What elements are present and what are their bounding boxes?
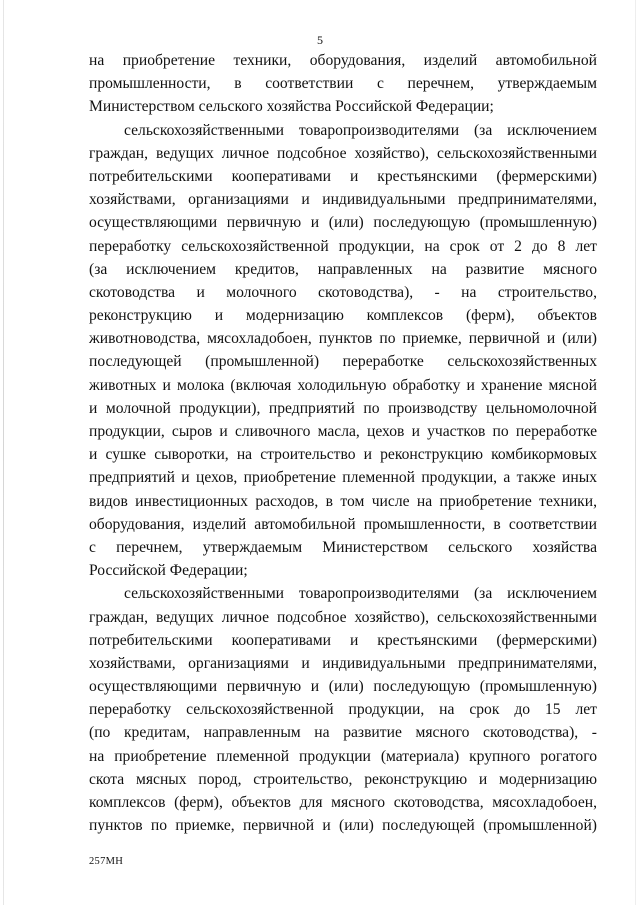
text-line: осуществляющими первичную и (или) последующую (промышленную)	[89, 214, 597, 232]
text-line: скотоводства и молочного скотоводства), - на строительство,	[89, 283, 597, 301]
body-text	[89, 49, 597, 837]
text-line: (за исключением кредитов, направленных на развитие мясного	[89, 260, 597, 278]
text-line: с перечнем, утверждаемым Министерством сельского хозяйства	[89, 538, 597, 556]
text-line: пунктов по приемке, первичной и (или) последующей (промышленной)	[89, 817, 597, 835]
text-line: хозяйствами, организациями и индивидуальными предпринимателями,	[89, 654, 597, 672]
page-number: 5	[317, 33, 323, 47]
text-line: (по кредитам, направленным на развитие мясного скотоводства), -	[89, 724, 597, 742]
text-line: и молочной продукции), предприятий по производству цельномолочной	[89, 399, 597, 417]
text-line: и сушке сыворотки, на строительство и реконструкцию комбикормовых	[89, 446, 597, 464]
text-line: оборудования, изделий автомобильной промышленности, в соответствии	[89, 515, 597, 533]
text-line: переработку сельскохозяйственной продукции, на срок от 2 до 8 лет	[89, 237, 597, 255]
text-line: видов инвестиционных расходов, в том числе на приобретение техники,	[89, 492, 597, 510]
document-code: 257МН	[89, 856, 124, 867]
paragraph-start-line: сельскохозяйственными товаропроизводителями (за исключением	[124, 585, 597, 603]
text-line: предприятий и цехов, приобретение племенной продукции, а также иных	[89, 469, 597, 487]
text-line: на приобретение племенной продукции (материала) крупного рогатого	[89, 747, 597, 765]
text-line: животных и молока (включая холодильную обработку и хранение мясной	[89, 376, 597, 394]
text-line: продукции, сыров и сливочного масла, цехов и участков по переработке	[89, 423, 597, 440]
text-line: граждан, ведущих личное подсобное хозяйство), сельскохозяйственными	[89, 608, 597, 626]
scan-edge-left	[3, 0, 4, 905]
text-line: комплексов (ферм), объектов для мясного скотоводства, мясохладобоен,	[89, 794, 597, 811]
text-line: осуществляющими первичную и (или) последующую (промышленную)	[89, 678, 597, 696]
paragraph-start-line: сельскохозяйственными товаропроизводителями (за исключением	[124, 121, 597, 139]
text-line: потребительскими кооперативами и крестьянскими (фермерскими)	[89, 167, 597, 185]
text-line: промышленности, в соответствии с перечнем, утверждаемым	[89, 75, 597, 93]
text-line: хозяйствами, организациями и индивидуальными предпринимателями,	[89, 191, 597, 209]
text-line: последующей (промышленной) переработке сельскохозяйственных	[89, 353, 597, 371]
scan-edge-right	[635, 0, 636, 905]
text-line: потребительскими кооперативами и крестьянскими (фермерскими)	[89, 631, 597, 649]
text-line: реконструкцию и модернизацию комплексов (ферм), объектов	[89, 307, 597, 325]
text-line: скота мясных пород, строительство, реконструкцию и модернизацию	[89, 770, 597, 788]
text-line: на приобретение техники, оборудования, изделий автомобильной	[89, 52, 597, 69]
text-line: граждан, ведущих личное подсобное хозяйство), сельскохозяйственными	[89, 144, 597, 162]
text-line: Российской Федерации;	[89, 562, 248, 580]
text-line: животноводства, мясохладобоен, пунктов по приемке, первичной и (или)	[89, 330, 597, 348]
text-line: Министерством сельского хозяйства Российской Федерации;	[89, 98, 494, 116]
text-line: переработку сельскохозяйственной продукции, на срок до 15 лет	[89, 701, 597, 719]
